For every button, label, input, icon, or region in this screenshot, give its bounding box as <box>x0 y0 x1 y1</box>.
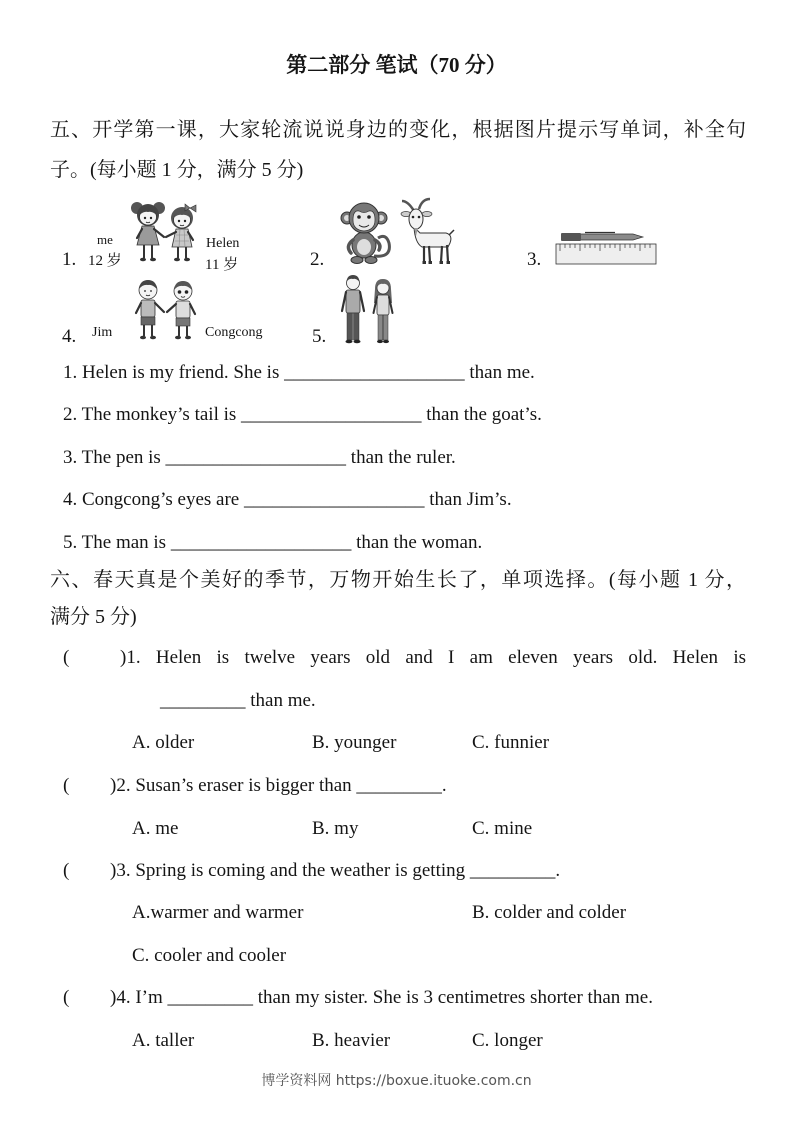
q1-option-c: C. funnier <box>472 732 550 753</box>
boy-left-figure <box>136 280 164 339</box>
q1-option-a: A. older <box>132 732 195 753</box>
answer-paren-q3: ( <box>63 860 70 881</box>
man-figure <box>342 275 364 343</box>
man-and-woman-illustration <box>339 273 397 345</box>
fill-sentence-4: 4. Congcong’s eyes are ___________________ than Jim’s. <box>63 489 512 510</box>
goat-illustration <box>400 197 456 267</box>
picture-number-1: 1. <box>62 249 77 270</box>
question-3-stem: )3. Spring is coming and the weather is getting _________. <box>110 860 561 881</box>
fill-sentence-2: 2. The monkey’s tail is ___________________ than the goat’s. <box>63 404 542 425</box>
answer-paren-q4: ( <box>63 987 70 1008</box>
fill-sentence-3: 3. The pen is ___________________ than the ruler. <box>63 447 456 468</box>
woman-figure <box>374 279 393 343</box>
girl-right-figure <box>166 204 196 261</box>
picture-number-2: 2. <box>310 249 325 270</box>
ruler-figure <box>556 244 656 264</box>
answer-paren-q1: ( <box>63 647 70 668</box>
q2-option-b: B. my <box>312 818 359 839</box>
picture-4-right-name: Congcong <box>205 325 263 340</box>
q4-option-a: A. taller <box>132 1030 195 1051</box>
question-2-stem: )2. Susan’s eraser is bigger than _________. <box>110 775 447 796</box>
section5-heading-line1: 五、开学第一课，大家轮流说说身边的变化，根据图片提示写单词，补全句 <box>50 119 746 141</box>
q3-option-a: A.warmer and warmer <box>132 902 304 923</box>
section6-heading-line1: 六、春天真是个美好的季节，万物开始生长了，单项选择。(每小题 1 分， <box>50 569 746 591</box>
picture-number-3: 3. <box>527 249 542 270</box>
two-girls-illustration <box>130 198 202 264</box>
q3-option-c: C. cooler and cooler <box>132 945 287 966</box>
two-boys-illustration <box>130 277 202 341</box>
picture-number-4: 4. <box>62 326 77 347</box>
footer-watermark-text: 博学资料网 https://boxue.ituoke.com.cn <box>261 1073 532 1089</box>
question-1-stem-continued: _________ than me. <box>160 690 316 711</box>
section5-heading-line2: 子。(每小题 1 分，满分 5 分) <box>50 159 304 181</box>
q3-option-b: B. colder and colder <box>472 902 627 923</box>
pen-and-ruler-illustration <box>555 230 657 266</box>
answer-paren-q2: ( <box>63 775 70 796</box>
q2-option-c: C. mine <box>472 818 533 839</box>
question-1-stem: )1. Helen is twelve years old and I am eleven years old. Helen is <box>120 647 746 668</box>
picture-4-left-name: Jim <box>92 325 113 340</box>
picture-number-5: 5. <box>312 326 327 347</box>
boy-right-figure <box>167 281 195 339</box>
q4-option-b: B. heavier <box>312 1030 391 1051</box>
q4-option-c: C. longer <box>472 1030 543 1051</box>
pen-figure <box>561 233 643 242</box>
picture-1-left-name: me <box>97 232 113 247</box>
monkey-illustration <box>338 198 396 266</box>
girl-left-figure <box>131 202 165 261</box>
picture-1-left-age: 12 岁 <box>88 253 122 269</box>
fill-sentence-1: 1. Helen is my friend. She is ___________________ than me. <box>63 362 535 383</box>
picture-1-right-name: Helen <box>206 236 240 251</box>
q2-option-a: A. me <box>132 818 179 839</box>
q1-option-b: B. younger <box>312 732 397 753</box>
section6-heading-line2: 满分 5 分) <box>50 606 137 628</box>
fill-sentence-5: 5. The man is ___________________ than the woman. <box>63 532 483 553</box>
question-4-stem: )4. I’m _________ than my sister. She is 3 centimetres shorter than me. <box>110 987 653 1008</box>
picture-1-right-age: 11 岁 <box>205 257 239 273</box>
page-title: 第二部分 笔试（70 分） <box>286 53 507 77</box>
